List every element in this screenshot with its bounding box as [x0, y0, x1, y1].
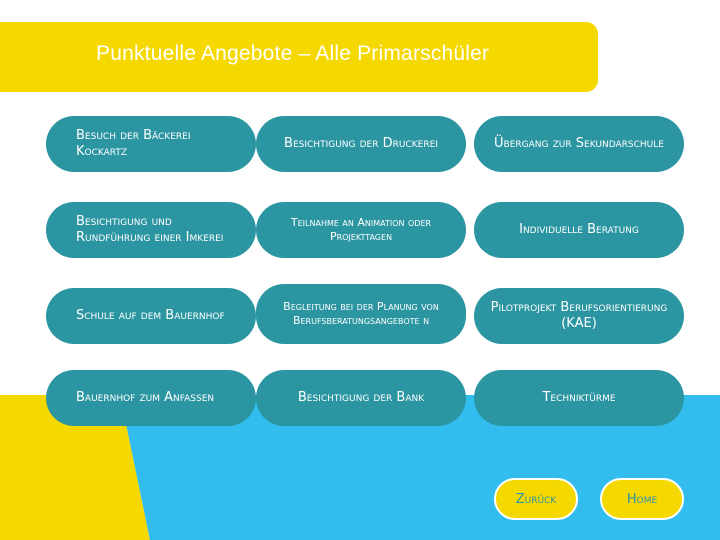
tile-baeckerei[interactable]	[46, 116, 256, 172]
home-button[interactable]	[600, 478, 684, 520]
tile-label: Teilnahme an Animation oder Projekttagen	[290, 216, 432, 243]
tile-imkerei[interactable]	[46, 202, 256, 258]
tile-beratung[interactable]	[474, 202, 684, 258]
page-title: Punktuelle Angebote – Alle Primarschüler	[96, 42, 490, 65]
tile-berufsberatung[interactable]	[256, 284, 466, 344]
tile-label: Besichtigung der Bank	[297, 389, 425, 405]
tile-sekundarschule[interactable]	[474, 116, 684, 172]
tile-bank[interactable]	[256, 370, 466, 426]
tile-bauernhof-anfassen[interactable]	[46, 370, 256, 426]
tile-label: Besuch der Bäckerei Kockartz	[76, 127, 191, 159]
tile-animation[interactable]	[256, 202, 466, 258]
tile-bauernhof-schule[interactable]	[46, 288, 256, 344]
back-button-label: Zurück	[515, 491, 557, 507]
tile-label: Übergang zur Sekundarschule	[494, 135, 664, 151]
home-button-label: Home	[626, 491, 658, 507]
tile-label: Pilotprojekt Berufsorientierung (KAE)	[490, 299, 668, 331]
tile-label: Techniktürme	[542, 389, 616, 405]
tile-label: Individuelle Beratung	[519, 221, 639, 237]
tile-label: Besichtigung und Rundführung einer Imkerei	[76, 213, 224, 245]
tile-label: Bauernhof zum Anfassen	[76, 389, 215, 405]
tile-druckerei[interactable]	[256, 116, 466, 172]
tile-techniktuerme[interactable]	[474, 370, 684, 426]
tile-label: Besichtigung der Druckerei	[284, 135, 438, 151]
tile-label: Begleitung bei der Planung von Berufsberatungsangebote n	[283, 300, 439, 327]
back-button[interactable]	[494, 478, 578, 520]
tile-label: Schule auf dem Bauernhof	[76, 307, 225, 323]
tile-pilotprojekt[interactable]	[474, 288, 684, 344]
